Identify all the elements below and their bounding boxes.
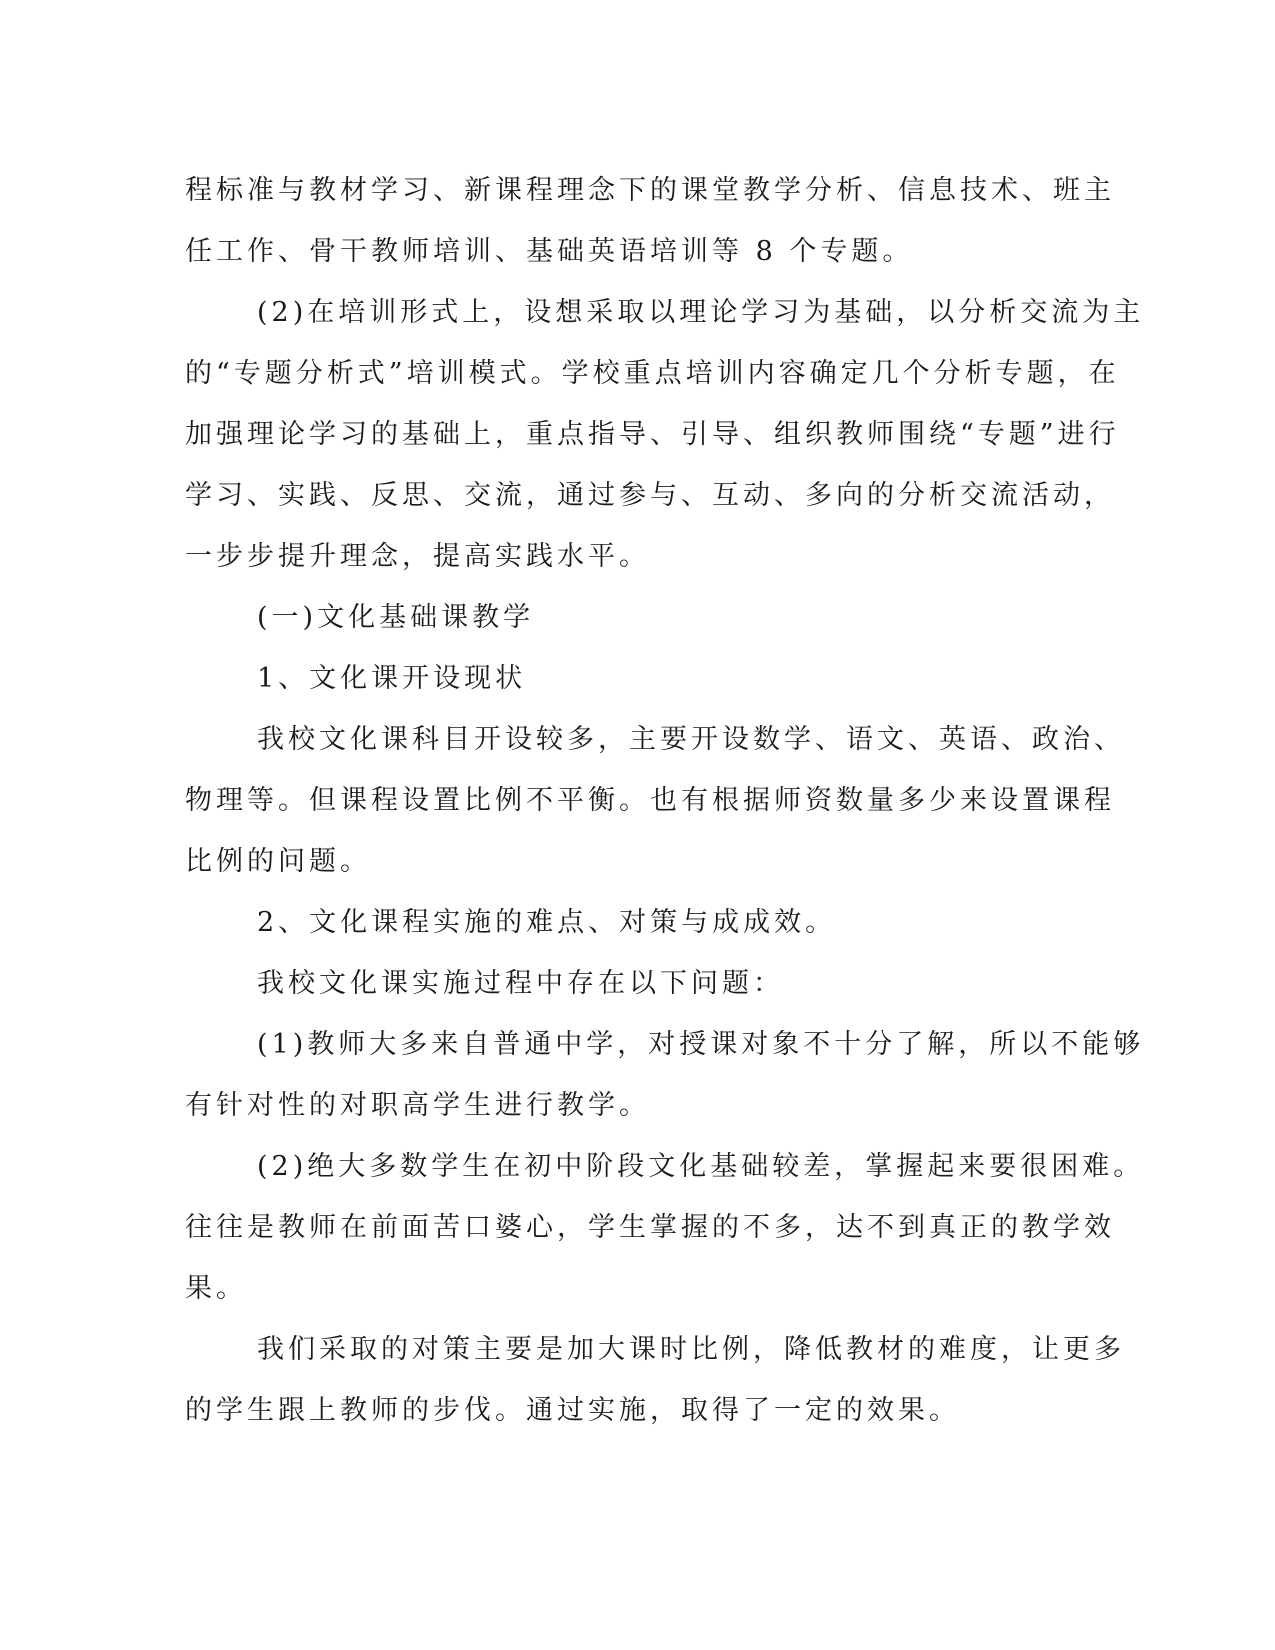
text-line: 果。 xyxy=(185,1273,247,1304)
text-line: 我校文化课实施过程中存在以下问题： xyxy=(257,968,784,999)
text-line: 学习、实践、反思、交流，通过参与、互动、多向的分析交流活动， xyxy=(185,480,1115,511)
text-line: 的“专题分析式”培训模式。学校重点培训内容确定几个分析专题，在 xyxy=(185,358,1120,389)
text-line: 的学生跟上教师的步伐。通过实施，取得了一定的效果。 xyxy=(185,1395,960,1426)
text-line: 物理等。但课程设置比例不平衡。也有根据师资数量多少来设置课程 xyxy=(185,785,1115,816)
text-line: 程标准与教材学习、新课程理念下的课堂教学分析、信息技术、班主 xyxy=(185,175,1115,206)
text-line: 一步步提升理念，提高实践水平。 xyxy=(185,541,650,572)
body-text xyxy=(185,160,1145,1441)
text-line: 加强理论学习的基础上，重点指导、引导、组织教师围绕“专题”进行 xyxy=(185,419,1120,450)
text-line: 有针对性的对职高学生进行教学。 xyxy=(185,1090,650,1121)
text-line: (一)文化基础课教学 xyxy=(257,602,535,633)
text-line: 我们采取的对策主要是加大课时比例，降低教材的难度，让更多 xyxy=(257,1334,1125,1365)
text-line: 2、文化课程实施的难点、对策与成成效。 xyxy=(257,907,837,938)
text-line: 任工作、骨干教师培训、基础英语培训等 8 个专题。 xyxy=(185,236,914,267)
text-line: 1、文化课开设现状 xyxy=(257,663,527,694)
text-line: 比例的问题。 xyxy=(185,846,371,877)
text-line: (1)教师大多来自普通中学，对授课对象不十分了解，所以不能够 xyxy=(257,1029,1145,1060)
text-line: (2)绝大多数学生在初中阶段文化基础较差，掌握起来要很困难。 xyxy=(257,1151,1145,1182)
text-line: (2)在培训形式上，设想采取以理论学习为基础，以分析交流为主 xyxy=(257,297,1145,328)
text-line: 我校文化课科目开设较多，主要开设数学、语文、英语、政治、 xyxy=(257,724,1125,755)
text-line: 往往是教师在前面苦口婆心，学生掌握的不多，达不到真正的教学效 xyxy=(185,1212,1115,1243)
